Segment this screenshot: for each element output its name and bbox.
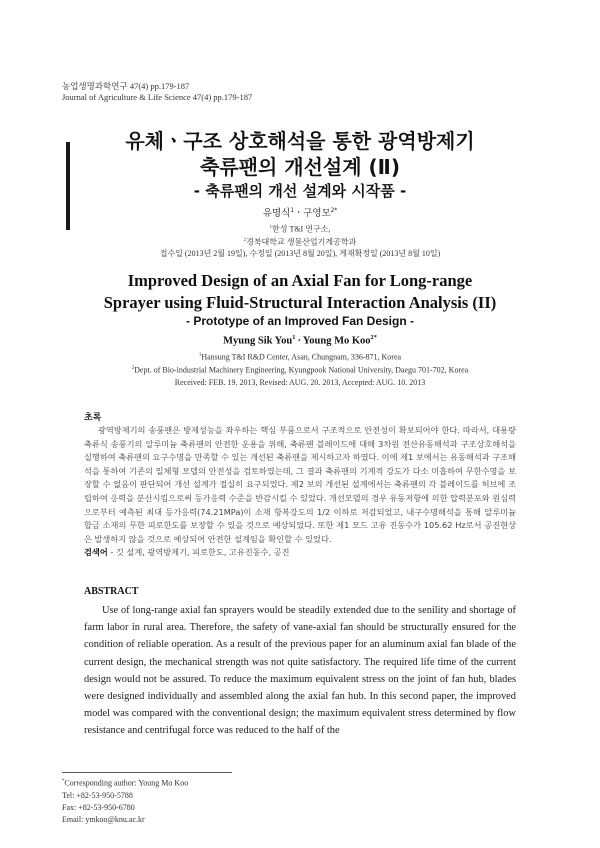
english-abstract-body: Use of long-range axial fan sprayers would be steadily extended due to the senility and shortage of farm labor in rural area. Therefore, the safety of vane-axial fan should be structurally ensured for the condition of reliable operation. As a result of the previous paper for an aluminum axial fan blade of the current design, the mechanical strength was not quite satisfactory. The required life time of the current design would not be assured. To reduce the maximum equivalent stress on the joint of fan hub, blades were designed individually and assembled along the axial fan hub. In this second paper, the improved model was compared with the conventional design; the maximum equivalent stress determined by flow resistance and centrifugal force was reduced to the half of the <box>84 605 516 737</box>
korean-keywords: 검색어 - 깃 설계, 광역방제기, 피로한도, 고유진동수, 공진 <box>84 547 290 557</box>
korean-abstract-heading: 초록 <box>84 413 102 423</box>
footnote-divider <box>62 772 232 773</box>
korean-authors: 유명식$^1$ㆍ구영모$^{2*}$ <box>262 207 338 219</box>
journal-citation-ko: 농업생명과학연구 47(4) pp.179-187 <box>62 81 190 91</box>
journal-citation-en: Journal of Agriculture & Life Science 47(4) pp.179-187 <box>62 92 253 102</box>
english-title: Improved Design of an Axial Fan for Long-range Sprayer using Fluid-Structural Interaction Analysis (II) <box>103 271 497 312</box>
korean-subtitle: - 축류팬의 개선 설계와 시작품 - <box>193 182 407 200</box>
korean-affiliations: $^1$한성 T&I 연구소, $^2$경북대학교 생물산업기계공학과 <box>243 224 357 247</box>
english-abstract-heading: ABSTRACT <box>84 586 139 597</box>
english-subtitle: - Prototype of an Improved Fan Design - <box>185 314 415 328</box>
korean-abstract-body: 광역방제기의 송풍팬은 방제성능을 좌우하는 핵심 부품으로서 구조적으로 안전성이 확보되어야 한다. 따라서, 대용량 축류식 송풍기의 알루미늄 축류팬의 안전한 운용을 위해, 축류팬 블레이드에 대해 3차원 전산유동해석과 구조상호해석을 실행하여 축류팬의 요구수명을 만족할 수 있는 개선된 축류팬을 제시하고자 하였다. 이에 제1 보에서는 유동해석과 구조해석을 통하여 기존의 일체형 모델의 안전성을 검토하였는데, 그 결과 축류팬의 기계적 강도가 다소 미흡하여 무한수명을 보장할 수 없음이 판단되어 개선 설계가 절실히 요구되었다. 제2 보의 개선된 설계에서는 축류팬의 각 블레이드를 허브에 조립하여 응력을 분산시킴으로써 등가응력 수준을 반감시킬 수 있었다. 개선모델의 경우 유동저항에 의한 압력분포와 원심력으로부터 예측된 최대 등가응력(74.21MPa)이 소재 항복강도의 1/2 이하로 저감되었고, 내구수명해석을 통해 알루미늄 합금 소재의 무한 피로한도를 보장할 수 있을 것으로 예상되었다. 또한 제1 모드 고유 진동수가 105.62 Hz로서 공진현상은 발생하지 않을 것으로 예상되어 안전한 설계임을 확인할 수 있었다. <box>84 425 516 544</box>
footnote: *Corresponding author: Young Mo Koo Tel: +82-53-950-5788 Fax: +82-53-950-6780 Email: ymkoo@knu.ac.kr <box>62 778 189 824</box>
korean-dates: 접수일 (2013년 2월 19일), 수정일 (2013년 8월 20일), 게재확정일 (2013년 8월 10일) <box>159 249 441 258</box>
english-authors: Myung Sik You$^1$ ∙ Young Mo Koo$^{2*}$ <box>223 334 377 347</box>
english-affiliations: $^1$Hansung T&I R&D Center, Asan, Chungnam, 336-871, Korea $^2$Dept. of Bio-industrial Machinery Engineering, Kyungpook National University, Daegu 701-702, Korea <box>131 352 469 375</box>
korean-title: 유체ㆍ구조 상호해석을 통한 광역방제기 축류팬의 개선설계 (Ⅱ) <box>125 129 475 179</box>
english-dates: Received: FEB. 19. 2013, Revised: AUG. 20. 2013, Accepted: AUG. 10. 2013 <box>174 378 426 387</box>
